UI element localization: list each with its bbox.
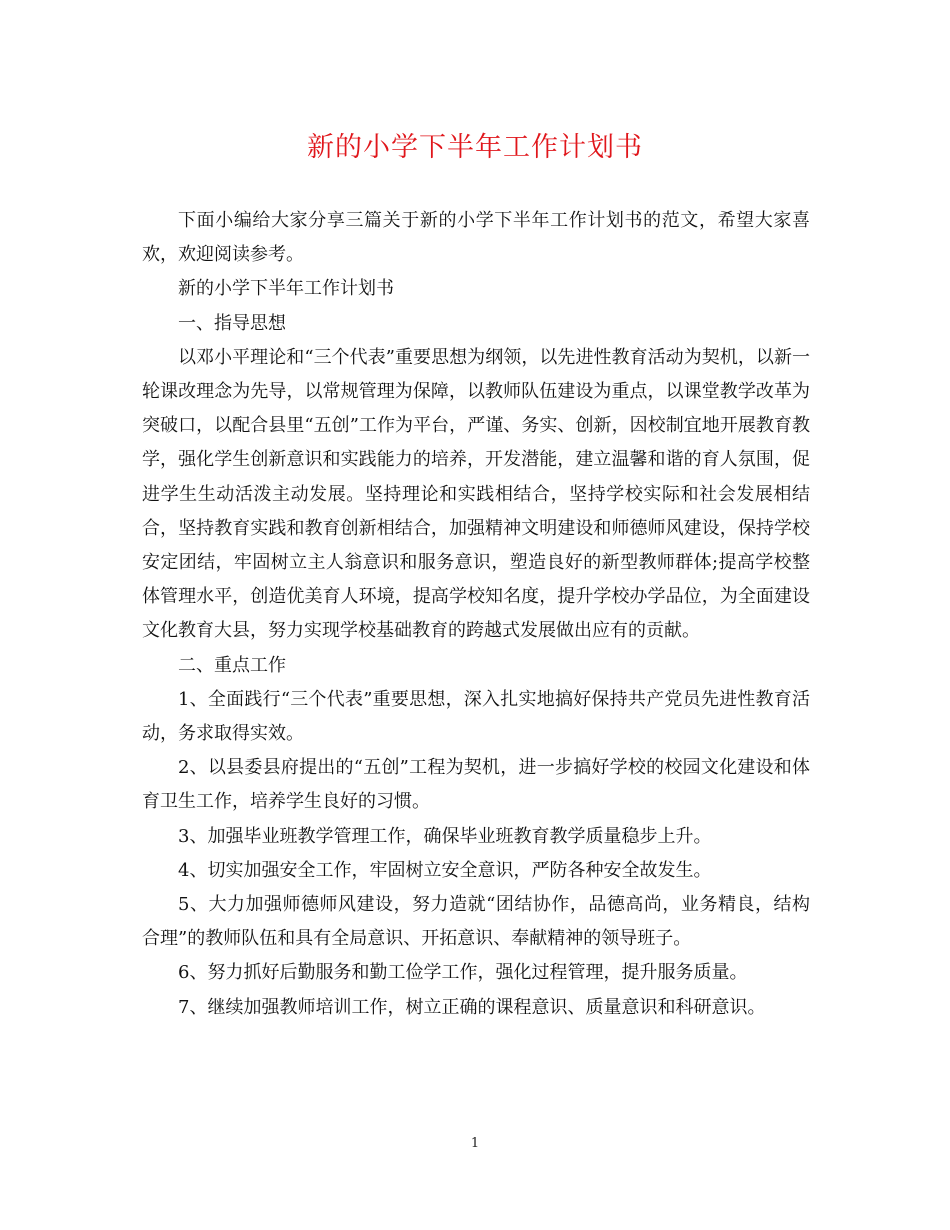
document-body [142, 204, 810, 1025]
key-work-item-1: 1、全面践行“三个代表”重要思想，深入扎实地搞好保持共产党员先进性教育活动，务求取得实效。 [142, 688, 810, 745]
guiding-thought-paragraph: 以邓小平理论和“三个代表”重要思想为纲领，以先进性教育活动为契机，以新一轮课改理念为先导，以常规管理为保障，以教师队伍建设为重点，以课堂教学改革为突破口，以配合县里“五创”工作为平台，严谨、务实、创新，因校制宜地开展教育教学，强化学生创新意识和实践能力的培养，开发潜能，建立温馨和谐的育人氛围，促进学生生动活泼主动发展。坚持理论和实践相结合，坚持学校实际和社会发展相结合，坚持教育实践和教育创新相结合，加强精神文明建设和师德师风建设，保持学校安定团结，牢固树立主人翁意识和服务意识，塑造良好的新型教师群体;提高学校整体管理水平，创造优美育人环境，提高学校知名度，提升学校办学品位，为全面建设文化教育大县，努力实现学校基础教育的跨越式发展做出应有的贡献。 [142, 346, 810, 642]
key-work-item-7: 7、继续加强教师培训工作，树立正确的课程意识、质量意识和科研意识。 [178, 996, 766, 1018]
key-work-item-4: 4、切实加强安全工作，牢固树立安全意识，严防各种安全故发生。 [178, 859, 712, 881]
subtitle-paragraph: 新的小学下半年工作计划书 [178, 278, 394, 300]
section-heading-guiding-thought: 一、指导思想 [178, 312, 286, 334]
key-work-item-2: 2、以县委县府提出的“五创”工程为契机，进一步搞好学校的校园文化建设和体育卫生工作，培养学生良好的习惯。 [142, 757, 810, 813]
intro-paragraph: 下面小编给大家分享三篇关于新的小学下半年工作计划书的范文，希望大家喜欢，欢迎阅读参考。 [142, 210, 810, 266]
key-work-item-3: 3、加强毕业班教学管理工作，确保毕业班教育教学质量稳步上升。 [178, 825, 712, 847]
page-number: 1 [470, 1136, 480, 1151]
document-title: 新的小学下半年工作计划书 [307, 132, 643, 163]
key-work-item-6: 6、努力抓好后勤服务和勤工俭学工作，强化过程管理，提升服务质量。 [178, 962, 748, 984]
key-work-item-5: 5、大力加强师德师风建设，努力造就“团结协作，品德高尚，业务精良，结构合理”的教师队伍和具有全局意识、开拓意识、奉献精神的领导班子。 [142, 894, 810, 950]
section-heading-key-work: 二、重点工作 [178, 654, 286, 676]
